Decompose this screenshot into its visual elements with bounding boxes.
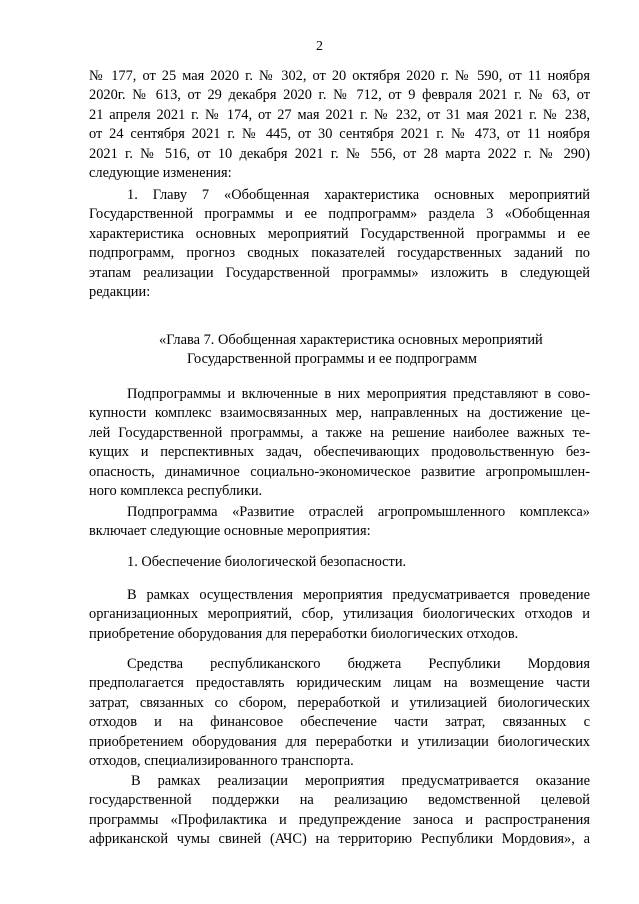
heading-line: Государственной программы и ее подпрограмм [187, 351, 477, 368]
text-line: этапам реализации Государственной программы» изложить в следующей [89, 264, 590, 281]
text-line: Подпрограмма «Развитие отраслей агропромышленного комплекса» [127, 504, 590, 520]
text-line: характеристика основных мероприятий Государственной программы и ее [89, 225, 590, 242]
text-line: 1. Главу 7 «Обобщенная характеристика основных мероприятий [127, 187, 590, 203]
heading-line: «Глава 7. Обобщенная характеристика основных мероприятий [159, 332, 543, 348]
chapter-heading [0, 331, 639, 370]
text-line: Государственной программы и ее подпрограмм» раздела 3 «Обобщенная [89, 206, 590, 223]
text-line: африканской чумы свиней (АЧС) на территорию Республики Мордовия», а [89, 831, 590, 848]
text-line: 21 апреля 2021 г. № 174, от 27 мая 2021 г. № 232, от 31 мая 2021 г. № 238, [89, 106, 590, 123]
text-line: включает следующие основные мероприятия: [89, 523, 371, 540]
text-line: предполагается предоставлять юридическим лицам на возмещение части [89, 675, 590, 692]
text-line: опасность, динамичное социально-экономическое развитие агропромышлен- [89, 463, 590, 480]
text-line: В рамках реализации мероприятия предусматривается оказание [131, 773, 590, 789]
text-line: лей Государственной программы, а также на решение наиболее важных те- [89, 424, 590, 441]
subprograms-paragraph [89, 385, 590, 501]
measure-1-heading [89, 553, 590, 572]
support-paragraph [89, 772, 590, 850]
text-line: отходов и на финансовое обеспечение части затрат, связанных с [89, 714, 590, 731]
text-line: 2020г. № 613, от 29 декабря 2020 г. № 712, от 9 февраля 2021 г. № 63, от [89, 87, 590, 104]
text-line: ного комплекса республики. [89, 483, 263, 500]
budget-paragraph [89, 655, 590, 771]
text-line: организационных мероприятий, сбор, утилизация биологических отходов и [89, 606, 590, 623]
text-line: следующие изменения: [89, 165, 232, 182]
framework-paragraph [89, 586, 590, 644]
text-line: В рамках осуществления мероприятия предусматривается проведение [127, 587, 590, 603]
page-number: 2 [316, 39, 323, 54]
text-line: отходов, специализированного транспорта. [89, 753, 354, 770]
text-line: от 24 сентября 2021 г. № 445, от 30 сентября 2021 г. № 473, от 11 ноября [89, 126, 590, 143]
text-line: 1. Обеспечение биологической безопасности. [127, 554, 407, 570]
text-line: Подпрограммы и включенные в них мероприятия представляют в сово- [127, 386, 590, 402]
text-line: затрат, связанных со сбором, переработкой и утилизацией биологических [89, 694, 590, 711]
text-line: подпрограмм, прогноз сводных показателей государственных заданий по [89, 245, 590, 262]
text-line: государственной поддержки на реализацию ведомственной целевой [89, 792, 590, 809]
text-line: программы «Профилактика и предупреждение заноса и распространения [89, 811, 590, 828]
text-line: купности комплекс взаимосвязанных мер, направленных на достижение це- [89, 405, 590, 422]
text-line: кущих и перспективных задач, обеспечивающих продовольственную без- [89, 444, 590, 461]
text-line: редакции: [89, 284, 151, 301]
text-line: приобретение оборудования для переработки биологических отходов. [89, 625, 519, 642]
text-line: 2021 г. № 516, от 10 декабря 2021 г. № 556, от 28 марта 2022 г. № 290) [89, 145, 590, 162]
amendments-intro-paragraph [89, 67, 590, 183]
amendment-item-1 [89, 186, 590, 302]
text-line: Средства республиканского бюджета Республики Мордовия [127, 656, 590, 672]
text-line: № 177, от 25 мая 2020 г. № 302, от 20 октября 2020 г. № 590, от 11 ноября [89, 68, 590, 84]
subprogram-intro-paragraph [89, 503, 590, 542]
text-line: приобретением оборудования для переработки и утилизации биологических [89, 733, 590, 750]
